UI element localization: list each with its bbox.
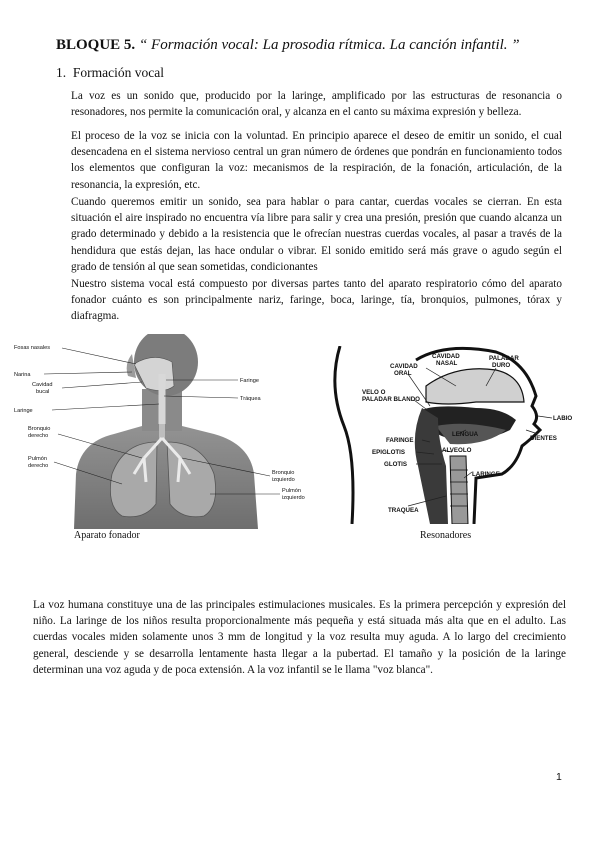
caption-resonadores: Resonadores <box>420 530 472 541</box>
paragraph-1: La voz es un sonido que, producido por la laringe, amplificado por las estructuras de resonancia o resonadores, nos permite la comunicación oral, y alcanza en el canto su máxima expresión y belleza. <box>71 90 562 119</box>
label-dientes: DIENTES <box>530 435 557 442</box>
bloque-subtitle: “ Formación vocal: La prosodia rítmica. La canción infantil. ” <box>138 37 520 53</box>
torso-illustration <box>14 334 334 529</box>
label-lengua: LENGUA <box>452 431 479 438</box>
label-traquea-r: TRAQUEA <box>388 507 419 514</box>
label-cavidad-nasal-1: CAVIDAD <box>432 353 460 360</box>
label-paladar-duro-1: PALADAR <box>489 355 519 362</box>
section-heading <box>56 64 164 81</box>
label-velo-2: PALADAR BLANDO <box>362 396 420 403</box>
paragraph-3: Cuando queremos emitir un sonido, sea para hablar o para cantar, cuerdas vocales se cierran. En esta situación el aire inspirado no encuentra vía libre para salir y crea una presión, presión que cuando alcanza un grado determinado y debido a la resistencia que le ofrecían nuestras cuerdas vocales, al pasar a través de la hendidura que estás dejan, las hace ondular o vibrar. El sonido emitido será más grave o agudo según el grado de tensión al que sean sometidas, condicionantes <box>71 196 562 273</box>
label-laringe-r: LARINGE <box>472 471 500 478</box>
bloque-label: BLOQUE 5. <box>56 37 136 53</box>
closing-paragraph: La voz humana constituye una de las principales estimulaciones musicales. Es la primera percepción y expresión del niño. La laringe de los niños resulta proporcionalmente más pequeña y está situada más alta que en el adulto. Las cuerdas vocales miden solamente unos 3 mm de longitud y la voz resulta muy aguda. A lo largo del crecimiento general, desciende y se desarrolla lentamente hasta llegar a la pubertad. El tamaño y la posición de la laringe determinan una voz aguda y de poca extensión. A la voz infantil se le llama "voz blanca". <box>33 599 566 676</box>
paragraph-4: Nuestro sistema vocal está compuesto por diversas partes tanto del aparato respiratorio cómo del aparato fonador cuánto es son principalmente nariz, faringe, boca, laringe, tía, bronquios, pulmones, tórax y diafragma. <box>71 278 562 323</box>
label-cavidad: Cavidad <box>32 382 53 388</box>
label-fosas-nasales: Fosas nasales <box>14 345 51 351</box>
label-pulmon-derecho-2: derecho <box>28 463 49 469</box>
label-velo-1: VELO O <box>362 389 386 396</box>
label-pulmon-derecho-1: Pulmón <box>28 456 47 462</box>
label-pulmon-izquierdo-2: izquierdo <box>282 495 305 501</box>
caption-aparato-fonador: Aparato fonador <box>74 530 140 541</box>
head-section-illustration <box>326 346 576 524</box>
label-paladar-duro-2: DURO <box>492 362 511 369</box>
resonadores-figure <box>326 346 576 524</box>
page-title <box>56 36 576 54</box>
label-laringe: Laringe <box>14 408 33 414</box>
label-bronquio-derecho-1: Bronquio <box>28 426 51 432</box>
label-labio: LABIO <box>553 415 573 422</box>
label-bronquio-izquierdo-1: Bronquio <box>272 470 295 476</box>
label-cavidad-oral-1: CAVIDAD <box>390 363 418 370</box>
label-alveolo: ALVEOLO <box>442 447 472 454</box>
label-pulmon-izquierdo-1: Pulmón <box>282 488 301 494</box>
section-title: Formación vocal <box>72 65 164 80</box>
label-faringe: Faringe <box>240 378 259 384</box>
aparato-fonador-figure <box>14 334 334 529</box>
label-epiglotis: EPIGLOTIS <box>372 449 406 456</box>
label-bronquio-derecho-2: derecho <box>28 433 49 439</box>
label-cavidad-nasal-2: NASAL <box>436 360 458 367</box>
label-traquea: Tráquea <box>240 396 261 402</box>
label-faringe-r: FARINGE <box>386 437 414 444</box>
section-number: 1. <box>56 65 67 80</box>
label-cavidad-oral-2: ORAL <box>394 370 412 377</box>
page-number: 1 <box>556 771 562 783</box>
label-bucal: bucal <box>36 389 50 395</box>
label-bronquio-izquierdo-2: izquierdo <box>272 477 295 483</box>
label-glotis: GLOTIS <box>384 461 408 468</box>
paragraph-2: El proceso de la voz se inicia con la voluntad. En principio aparece el deseo de emitir un sonido, el cual desencadena en el sistema nervioso central un gran número de órdenes que pondrán en funcionamiento todos los elementos que configuran la voz: mecanismos de la respiración, de la fonación, articulación, de la resonancia, la expresión, etc. <box>71 130 562 191</box>
label-narina: Narina <box>14 372 31 378</box>
